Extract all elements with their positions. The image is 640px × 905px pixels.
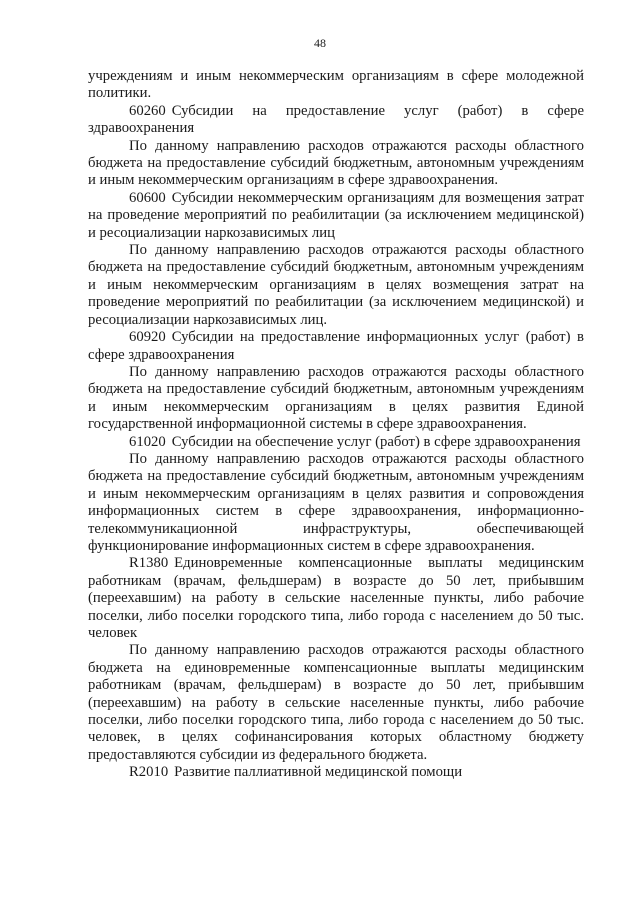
expense-code: R1380 [129,555,169,572]
section-heading-text: Субсидии на обеспечение услуг (работ) в сфере здравоохранения [171,433,581,450]
section-heading [88,434,584,451]
paragraph-text: По данному направлению расходов отражаются расходы областного бюджета на предоставление субсидий бюджетным, автономным учреждениям и иным некоммерческим организациям в сфере здравоохранения. [88,137,584,189]
paragraph [88,138,584,190]
section-heading [88,190,584,242]
paragraph-text: По данному направлению расходов отражаются расходы областного бюджета на предоставление субсидий бюджетным, автономным учреждениям и иным некоммерческим организациям в целях возмещения затрат на проведение мероприятий по реабилитации (за исключением медицинской) и ресоциализации наркозависимых лиц. [88,242,584,328]
section-heading [88,555,584,642]
section-heading-text: Субсидии на предоставление услуг (работ) в сфере здравоохранения [88,102,584,137]
page-number: 48 [314,36,326,50]
section-heading [88,103,584,138]
section-heading-text: Развитие паллиативной медицинской помощи [174,764,463,781]
section-heading-text: Единовременные компенсационные выплаты медицинским работникам (врачам, фельдшерам) в возрасте до 50 лет, прибывшим (переехавшим) на работу в сельские населенные пункты, либо рабочие поселки, либо поселки городского типа, либо города с населением до 50 тыс. человек [88,555,584,641]
document-body [88,68,584,782]
section-heading [88,764,584,781]
expense-code: R2010 [129,764,169,781]
expense-code: 60260 [129,102,166,119]
expense-code: 60600 [129,189,166,206]
paragraph-text: По данному направлению расходов отражаются расходы областного бюджета на предоставление субсидий бюджетным, автономным учреждениям и иным некоммерческим организациям в целях развития Единой государственной информационной системы в сфере здравоохранения. [88,363,584,433]
paragraph [88,68,584,103]
expense-code: 60920 [129,329,166,346]
paragraph-text: По данному направлению расходов отражаются расходы областного бюджета на единовременные компенсационные выплаты медицинским работникам (врачам, фельдшерам) в возрасте до 50 лет, прибывшим (переехавшим) на работу в сельские населенные пункты, либо рабочие поселки, либо поселки городского типа, либо города с населением до 50 тыс. человек, в целях софинансирования которых областному бюджету предоставляются субсидии из федерального бюджета. [88,642,584,763]
paragraph [88,242,584,329]
section-heading-text: Субсидии на предоставление информационных услуг (работ) в сфере здравоохранения [88,329,584,363]
paragraph-text: учреждениям и иным некоммерческим организациям в сфере молодежной политики. [88,68,584,102]
paragraph [88,364,584,434]
paragraph [88,451,584,555]
section-heading [88,329,584,364]
section-heading-text: Субсидии некоммерческим организациям для возмещения затрат на проведение мероприятий по реабилитации (за исключением медицинской) и ресоциализации наркозависимых лиц [88,189,584,241]
expense-code: 61020 [129,433,166,450]
paragraph [88,642,584,764]
paragraph-text: По данному направлению расходов отражаются расходы областного бюджета на предоставление субсидий бюджетным, автономным учреждениям и иным некоммерческим организациям в целях развития и сопровождения информационных систем в сфере здравоохранения, информационно-телекоммуникационной инфраструктуры, обеспечивающей функционирование информационных систем в сфере здравоохранения. [88,450,584,554]
